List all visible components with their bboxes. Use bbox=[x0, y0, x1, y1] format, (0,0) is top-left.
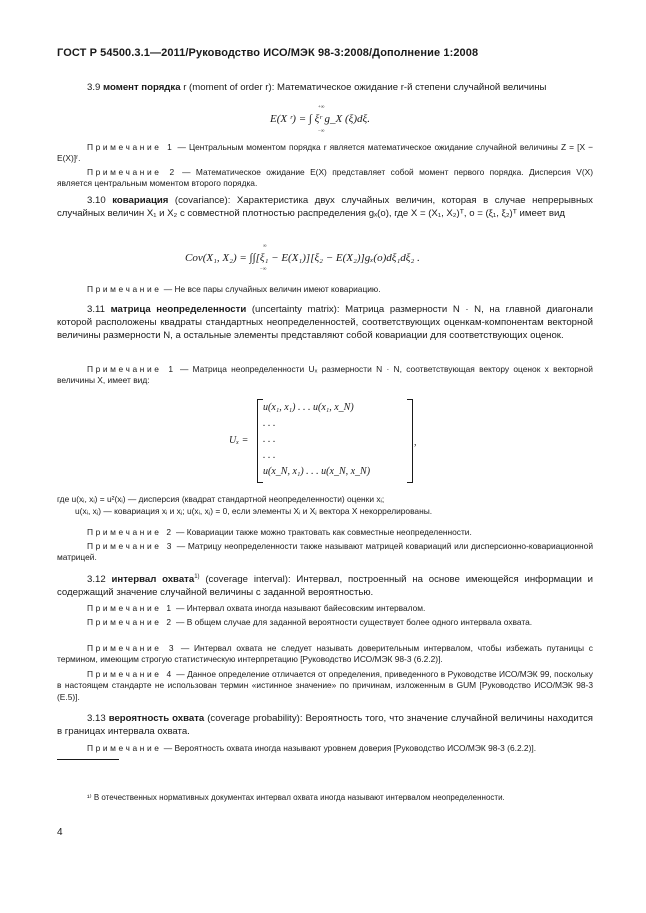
integral-lower-limit: −∞ bbox=[260, 267, 267, 272]
note-label: Примечание 1 bbox=[87, 364, 176, 374]
term-covariance: ковариация bbox=[112, 195, 169, 206]
section-3-12 bbox=[57, 571, 593, 600]
integral-upper-limit: ∞ bbox=[263, 244, 267, 249]
section-number: 3.11 bbox=[87, 304, 105, 315]
section-3-11 bbox=[57, 303, 593, 343]
integral-upper-limit: +∞ bbox=[318, 105, 325, 110]
definition-text: (coverage probability): Вероятность того, что значение случайной величины находится в границах интервала охвата. bbox=[57, 713, 594, 738]
note-3-12-1 bbox=[57, 603, 593, 614]
matrix-row-2: . . . bbox=[263, 418, 276, 429]
note-3-9-1 bbox=[57, 142, 593, 165]
footnote: ¹⁾ В отечественных нормативных документах интервал охвата иногда называют интервалом неопределенности. bbox=[87, 793, 505, 802]
note-label: Примечание 3 bbox=[87, 541, 175, 551]
note-label: Примечание 3 bbox=[87, 643, 177, 653]
note-3-12-2 bbox=[57, 617, 593, 628]
note-label: Примечание 1 bbox=[87, 603, 174, 613]
uncertainty-matrix bbox=[229, 399, 419, 483]
note-3-12-4 bbox=[57, 669, 593, 703]
note-label: Примечание bbox=[87, 743, 162, 753]
where-line-2: u(xᵢ, xⱼ) — ковариация xᵢ и xⱼ; u(xᵢ, xⱼ) = 0, если элементы Xᵢ и Xⱼ вектора X некоррелированы. bbox=[75, 506, 433, 516]
note-label: Примечание 2 bbox=[87, 617, 174, 627]
matrix-lhs: Uₓ = bbox=[229, 435, 249, 446]
note-label: Примечание 2 bbox=[87, 527, 174, 537]
section-number: 3.12 bbox=[87, 574, 106, 586]
note-label: Примечание bbox=[87, 284, 162, 294]
note-text: — Не все пары случайных величин имеют ковариацию. bbox=[161, 284, 381, 294]
section-3-13 bbox=[57, 712, 593, 738]
note-text: — Интервал охвата иногда называют байесовским интервалом. bbox=[173, 603, 426, 613]
integral-lower-limit: −∞ bbox=[318, 129, 325, 134]
note-label: Примечание 1 bbox=[87, 142, 175, 152]
definition-text: r (moment of order r): Математическое ожидание r-й степени случайной величины bbox=[180, 82, 547, 93]
note-text: — Данное определение отличается от определения, приведенного в Руководстве ИСО/МЭК 99, поскольку в настоящем стандарте не использован термин «истинное значение» по причинам, изложенным в GUM [Руководство ИСО/МЭК 98-3 (Е.5)]. bbox=[57, 669, 593, 702]
note-text: — В общем случае для заданной вероятности существует более одного интервала охвата. bbox=[173, 617, 533, 627]
note-text: — Вероятность охвата иногда называют уровнем доверия [Руководство ИСО/МЭК 98-3 (6.2.2)]. bbox=[161, 743, 537, 753]
note-3-11-3 bbox=[57, 541, 593, 564]
where-line-1: где u(xᵢ, xᵢ) = u²(xᵢ) — дисперсия (квадрат стандартной неопределенности) оценки xᵢ; bbox=[57, 494, 385, 504]
note-text: — Матрицу неопределенности также называют матрицей ковариаций или дисперсионно-ковариационной матрицей. bbox=[57, 541, 593, 563]
matrix-row-5: u(x_N, x₁) . . . u(x_N, x_N) bbox=[263, 466, 371, 477]
section-3-10 bbox=[57, 194, 593, 220]
matrix-row-3: . . . bbox=[263, 434, 276, 445]
note-3-13 bbox=[57, 743, 593, 754]
term-uncertainty-matrix: матрица неопределенности bbox=[110, 304, 247, 315]
note-3-11-2 bbox=[57, 527, 593, 538]
section-number: 3.10 bbox=[87, 195, 106, 206]
note-label: Примечание 4 bbox=[87, 669, 174, 679]
footnote-divider bbox=[57, 759, 119, 760]
note-text: — Интервал охвата не следует называть доверительным интервалом, чтобы избежать путаницы с термином, имеющим строгую статистическую интерпретацию [Руководство ИСО/МЭК 98-3 (6.2.2)]. bbox=[57, 643, 593, 665]
note-label: Примечание 2 bbox=[87, 167, 177, 177]
definition-text: (uncertainty matrix): Матрица размерности N · N, на главной диагонали которой расположены квадраты стандартных неопределенностей, соответствующих оценкам-компонентам векторной величины размерности N, а остальные элементы представляют собой ковариации для соответствующих оценок. bbox=[57, 304, 593, 342]
note-3-11-1 bbox=[57, 364, 593, 387]
note-3-10 bbox=[57, 284, 593, 295]
term-moment-of-order: момент порядка bbox=[103, 82, 181, 93]
formula-moment: E(X ʳ) = ∫ ξʳ g_X (ξ)dξ. bbox=[270, 113, 371, 125]
note-3-9-2 bbox=[57, 167, 593, 190]
note-text: — Центральным моментом порядка r является математическое ожидание случайной величины Z = [X − E(X)]ʳ. bbox=[57, 142, 593, 164]
term-coverage-interval: интервал охвата bbox=[111, 574, 195, 586]
page-number: 4 bbox=[57, 827, 63, 838]
matrix-row-4: . . . bbox=[263, 450, 276, 461]
footnote-marker: 1) bbox=[194, 574, 200, 580]
definition-text: (coverage interval): Интервал, построенный на основе имеющейся информации и содержащий значение случайной величины с заданной вероятностью. bbox=[57, 574, 593, 599]
note-3-12-3 bbox=[57, 643, 593, 666]
section-number: 3.9 bbox=[87, 82, 101, 93]
section-3-9 bbox=[57, 81, 593, 94]
term-coverage-probability: вероятность охвата bbox=[108, 713, 205, 724]
page-header: ГОСТ Р 54500.3.1—2011/Руководство ИСО/МЭК 98-3:2008/Дополнение 1:2008 bbox=[57, 47, 479, 59]
note-text: — Математическое ожидание E(X) представляет собой момент первого порядка. Дисперсия V(X) является центральным моментом второго порядка. bbox=[57, 167, 593, 189]
matrix-row-1: u(x₁, x₁) . . . u(x₁, x_N) bbox=[263, 402, 354, 413]
formula-covariance: Cov(X₁, X₂) = ∫∫[ξ₁ − E(X₁)][ξ₂ − E(X₂)]gₓ(ο)dξ₁dξ₂ . bbox=[185, 252, 420, 264]
definition-text: (covariance): Характеристика двух случайных величин, которая в случае непрерывных случайных величин X₁ и X₂ с совместной плотностью распределения gₓ(ο), где X = (X₁, X₂)ᵀ, ο = (ξ₁, ξ₂)ᵀ имеет вид bbox=[57, 195, 593, 220]
matrix-end: , bbox=[414, 437, 417, 448]
note-text: — Ковариации также можно трактовать как совместные неопределенности. bbox=[173, 527, 472, 537]
section-number: 3.13 bbox=[87, 713, 106, 724]
matrix-right-bracket bbox=[407, 399, 413, 483]
note-text: — Матрица неопределенности Uₓ размерности N · N, соответствующая вектору оценок x векторной величины X, имеет вид: bbox=[57, 364, 593, 386]
